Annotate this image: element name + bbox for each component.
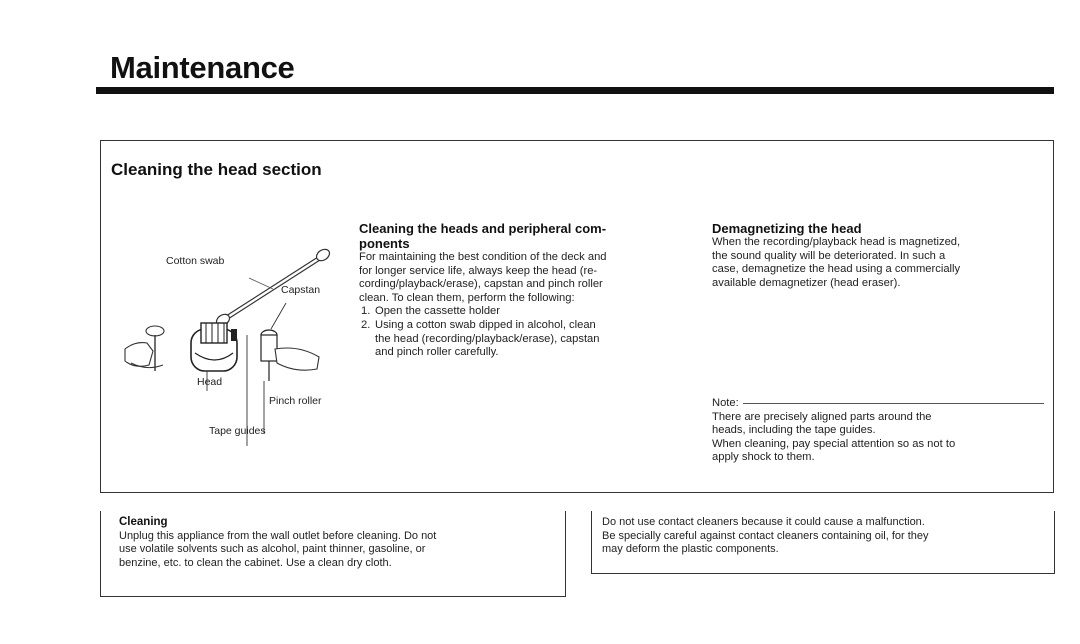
- note-line: There are precisely aligned parts around the: [712, 410, 932, 423]
- capstan-label: Capstan: [281, 284, 321, 296]
- section-heading: Cleaning the head section: [111, 160, 322, 179]
- body-line: case, demagnetize the head using a commercially: [712, 263, 961, 276]
- body-line: clean. To clean them, perform the following:: [359, 291, 575, 304]
- cotton-swab-label: Cotton swab: [166, 255, 225, 267]
- step-line: Open the cassette holder: [375, 305, 501, 318]
- title-rule: [96, 87, 1054, 94]
- cleaning-heads-heading: [359, 221, 691, 251]
- cleaning-heads-body: [359, 251, 691, 305]
- cleaning-steps-list: [359, 305, 691, 359]
- head-drawing: [191, 323, 237, 371]
- body-line: the sound quality will be deteriorated. In such a: [712, 249, 946, 262]
- demagnetizing-heading: Demagnetizing the head: [712, 221, 862, 236]
- note-label: Note:: [712, 397, 739, 409]
- tape-guides-label: Tape guides: [209, 425, 266, 437]
- body-line: For maintaining the best condition of the deck and: [359, 251, 607, 263]
- caution-box-line: may deform the plastic components.: [602, 543, 779, 556]
- demagnetizing-column: [712, 221, 1044, 290]
- body-line: cording/playback/erase), capstan and pinch roller: [359, 278, 603, 291]
- cleaning-box: [100, 511, 566, 597]
- body-line: for longer service life, always keep the head (re-: [359, 264, 598, 277]
- cleaning-box-heading: Cleaning: [119, 516, 168, 528]
- step-line: and pinch roller carefully.: [375, 346, 499, 359]
- head-cleaning-illustration: [111, 231, 341, 446]
- body-line: available demagnetizer (head eraser).: [712, 276, 901, 289]
- cleaning-box-line: benzine, etc. to clean the cabinet. Use a clean dry cloth.: [119, 556, 392, 569]
- step-item: [359, 305, 691, 319]
- page-title: Maintenance: [110, 50, 295, 85]
- caution-box: [591, 511, 1055, 574]
- pinch-roller-label: Pinch roller: [269, 395, 322, 407]
- illustration-drawing: [111, 231, 341, 446]
- caution-box-line: Do not use contact cleaners because it could cause a malfunction.: [602, 516, 925, 528]
- head-section-box: [100, 140, 1054, 493]
- cleaning-box-line: Unplug this appliance from the wall outlet before cleaning. Do not: [119, 529, 437, 542]
- body-line: When the recording/playback head is magnetized,: [712, 236, 961, 248]
- caution-box-line: Be specially careful against contact cleaners containing oil, for they: [602, 529, 929, 542]
- note-line: apply shock to them.: [712, 451, 815, 464]
- cleaning-heads-column: [359, 221, 691, 360]
- cleaning-heads-heading-line2: ponents: [359, 236, 410, 251]
- step-number: 1.: [361, 305, 371, 318]
- note-label-row: [712, 397, 1044, 411]
- step-number: 2.: [361, 318, 371, 331]
- step-item: [359, 319, 691, 360]
- cleaning-heads-heading-line1: Cleaning the heads and peripheral com-: [359, 221, 607, 236]
- note-block: [712, 397, 1044, 465]
- capstan-drawing: [261, 330, 319, 381]
- cleaning-box-line: use volatile solvents such as alcohol, paint thinner, gasoline, or: [119, 543, 426, 556]
- left-hand-drawing: [125, 326, 164, 371]
- step-line: the head (recording/playback/erase), capstan: [375, 332, 600, 345]
- head-label: Head: [197, 376, 223, 388]
- step-line: Using a cotton swab dipped in alcohol, clean: [375, 318, 596, 331]
- note-rule: [743, 403, 1044, 404]
- note-line: When cleaning, pay special attention so as not to: [712, 437, 956, 450]
- note-line: heads, including the tape guides.: [712, 424, 876, 437]
